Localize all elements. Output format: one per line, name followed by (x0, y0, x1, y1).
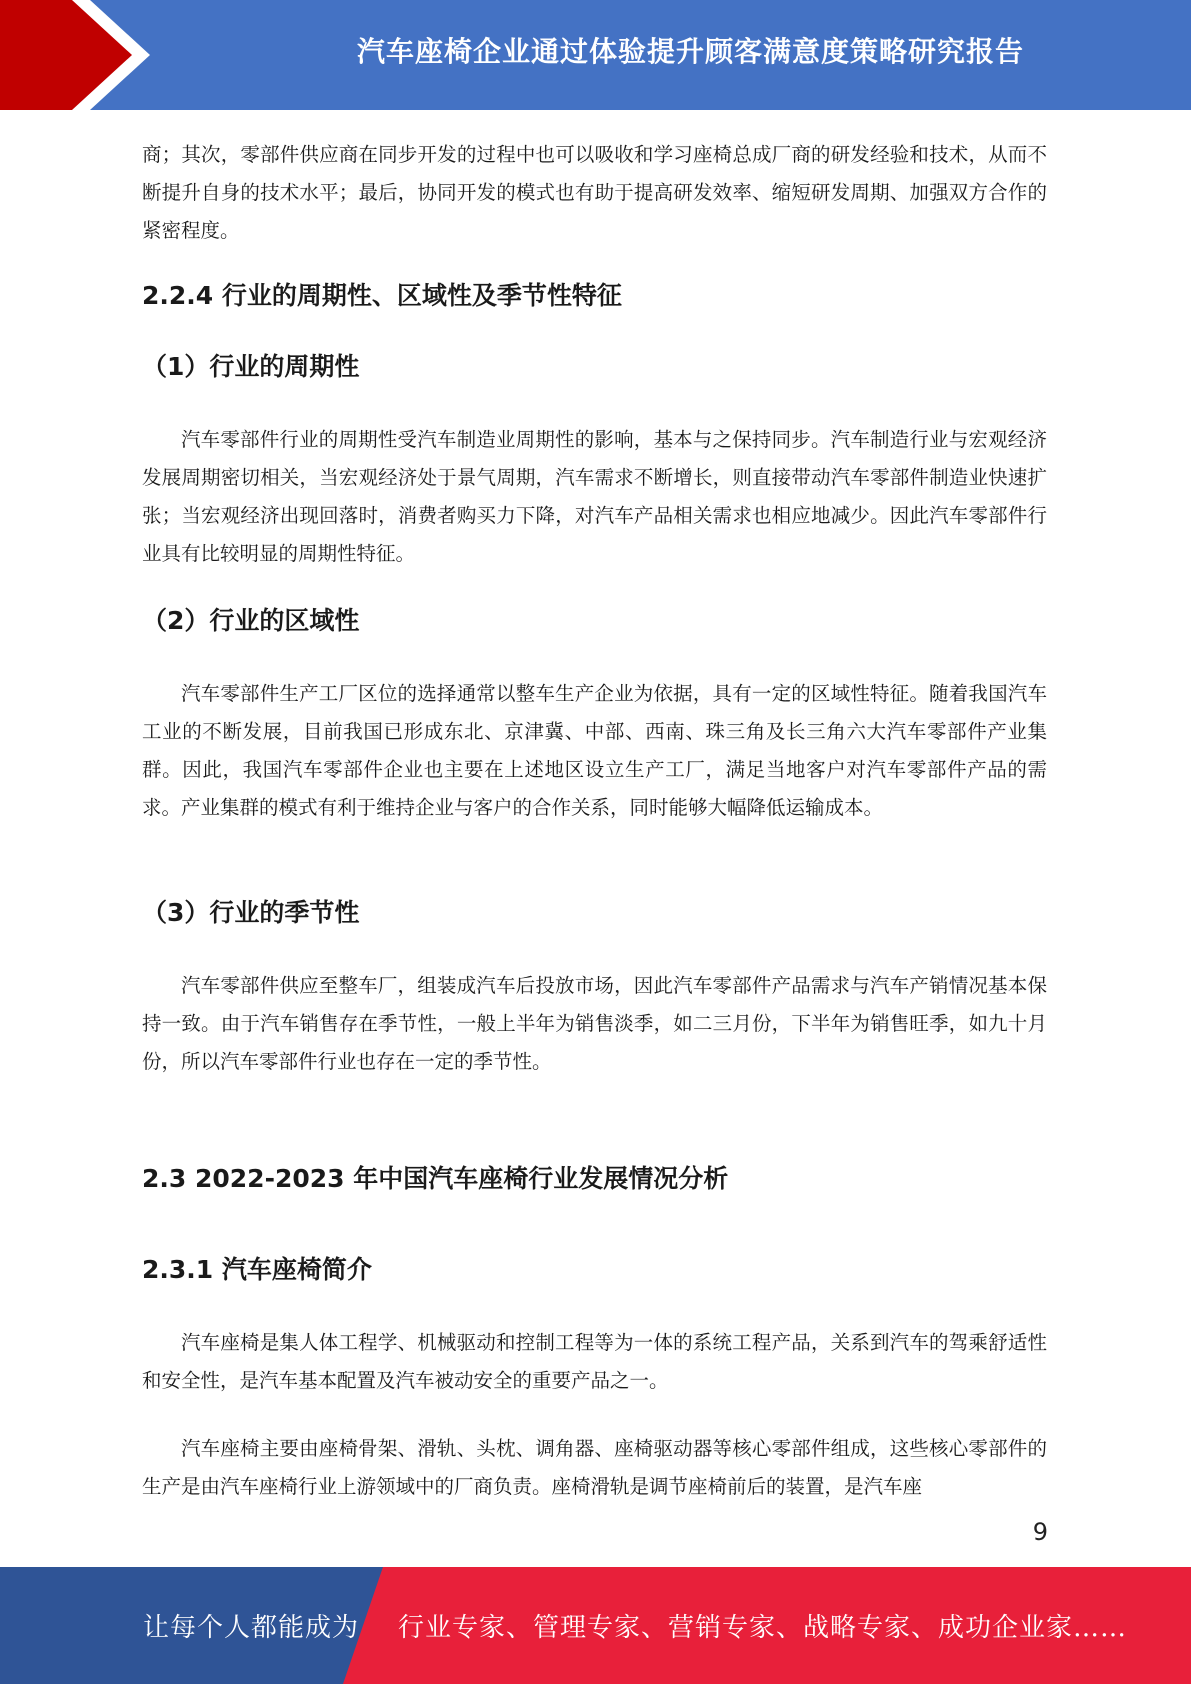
paragraph-seat-intro (142, 1324, 1047, 1400)
paragraph-text: 汽车零部件生产工厂区位的选择通常以整车生产企业为依据，具有一定的区域性特征。随着我国汽车工业的不断发展，目前我国已形成东北、京津冀、中部、西南、珠三角及长三角六大汽车零部件产业集群。因此，我国汽车零部件企业也主要在上述地区设立生产工厂，满足当地客户对汽车零部件产品的需求。产业集群的模式有利于维持企业与客户的合作关系，同时能够大幅降低运输成本。 (142, 682, 1047, 819)
paragraph-regionality (142, 675, 1047, 827)
section-heading: 2.2.4 行业的周期性、区域性及季节性特征 (142, 281, 622, 310)
heading-cyclicality (142, 350, 1047, 384)
heading-2-3 (142, 1162, 1047, 1196)
subsection-heading: （2）行业的区域性 (142, 606, 360, 635)
subsection-heading: （1）行业的周期性 (142, 352, 360, 381)
page-header (0, 0, 1191, 110)
paragraph-seasonality (142, 967, 1047, 1081)
footer-slogan-right: 行业专家、管理专家、营销专家、战略专家、成功企业家…… (398, 1613, 1128, 1643)
heading-seasonality (142, 896, 1047, 930)
paragraph-text: 汽车座椅主要由座椅骨架、滑轨、头枕、调角器、座椅驱动器等核心零部件组成，这些核心零部件的生产是由汽车座椅行业上游领域中的厂商负责。座椅滑轨是调节座椅前后的装置，是汽车座 (142, 1437, 1047, 1498)
section-heading: 2.3.1 汽车座椅简介 (142, 1255, 372, 1284)
page-footer (0, 1567, 1191, 1684)
heading-2-2-4 (142, 279, 1047, 313)
paragraph-intro (142, 136, 1047, 250)
subsection-heading: （3）行业的季节性 (142, 898, 360, 927)
header-title: 汽车座椅企业通过体验提升顾客满意度策略研究报告 (356, 35, 1024, 68)
paragraph-seat-components (142, 1430, 1047, 1506)
page-number: 9 (1032, 1518, 1048, 1546)
heading-2-3-1 (142, 1253, 1047, 1287)
footer-slogan-left: 让每个人都能成为 (143, 1613, 360, 1643)
paragraph-text: 汽车座椅是集人体工程学、机械驱动和控制工程等为一体的系统工程产品，关系到汽车的驾乘舒适性和安全性，是汽车基本配置及汽车被动安全的重要产品之一。 (142, 1331, 1047, 1392)
section-heading: 2.3 2022-2023 年中国汽车座椅行业发展情况分析 (142, 1164, 729, 1193)
paragraph-text: 汽车零部件供应至整车厂，组装成汽车后投放市场，因此汽车零部件产品需求与汽车产销情况基本保持一致。由于汽车销售存在季节性，一般上半年为销售淡季，如二三月份，下半年为销售旺季，如九十月份，所以汽车零部件行业也存在一定的季节性。 (142, 974, 1047, 1073)
paragraph-text: 商；其次，零部件供应商在同步开发的过程中也可以吸收和学习座椅总成厂商的研发经验和技术，从而不断提升自身的技术水平；最后，协同开发的模式也有助于提高研发效率、缩短研发周期、加强双方合作的紧密程度。 (142, 143, 1047, 242)
paragraph-cyclicality (142, 421, 1047, 573)
paragraph-text: 汽车零部件行业的周期性受汽车制造业周期性的影响，基本与之保持同步。汽车制造行业与宏观经济发展周期密切相关，当宏观经济处于景气周期，汽车需求不断增长，则直接带动汽车零部件制造业快速扩张；当宏观经济出现回落时，消费者购买力下降，对汽车产品相关需求也相应地减少。因此汽车零部件行业具有比较明显的周期性特征。 (142, 428, 1047, 565)
heading-regionality (142, 604, 1047, 638)
